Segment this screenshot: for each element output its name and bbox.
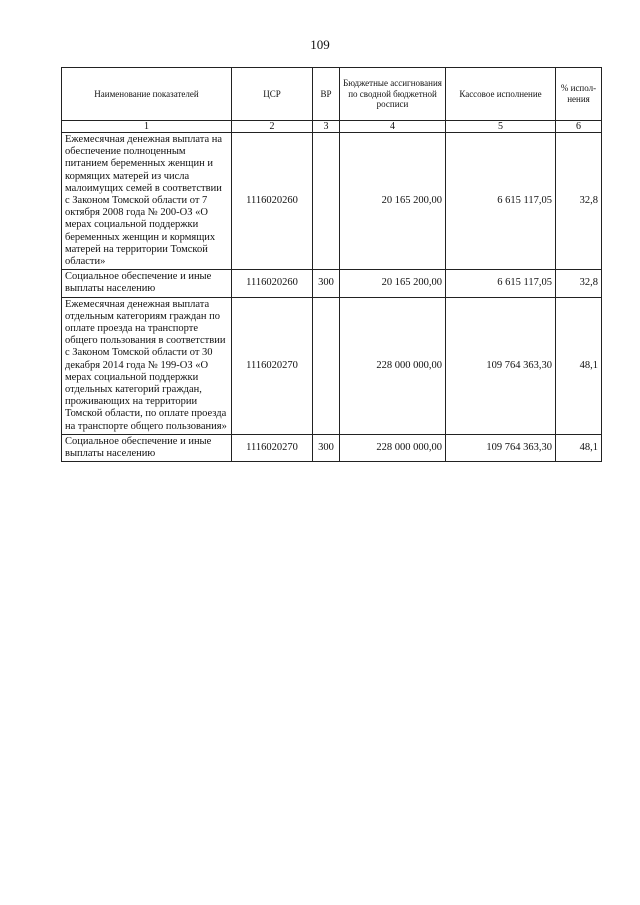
row-percent: 48,1 bbox=[556, 297, 602, 434]
row-csr: 1116020260 bbox=[232, 133, 313, 270]
budget-execution-table bbox=[61, 67, 602, 462]
row-name: Ежемесячная денежная выплата отдельным категориям граждан по оплате проезда на транспорте общего пользования в соответствии с Законом Томской области от 30 декабря 2014 года № 199-ОЗ «О мерах социальной поддержки отдельных категорий граждан, проживающих на территории Томской области, по оплате проезда на транспорте общего пользования» bbox=[62, 297, 232, 434]
row-cash: 6 615 117,05 bbox=[446, 133, 556, 270]
table-header-row bbox=[62, 68, 602, 121]
row-vr bbox=[313, 133, 340, 270]
header-cash: Кассовое исполнение bbox=[446, 68, 556, 121]
column-number-row bbox=[62, 121, 602, 133]
column-number: 6 bbox=[556, 121, 602, 133]
row-budget: 228 000 000,00 bbox=[340, 297, 446, 434]
table-row bbox=[62, 297, 602, 434]
header-name: Наименование показателей bbox=[62, 68, 232, 121]
header-budget: Бюджетные ассигнования по сводной бюджетной росписи bbox=[340, 68, 446, 121]
row-percent: 48,1 bbox=[556, 434, 602, 461]
table-row bbox=[62, 270, 602, 297]
row-name: Социальное обеспечение и иные выплаты населению bbox=[62, 270, 232, 297]
row-vr bbox=[313, 297, 340, 434]
table-row bbox=[62, 434, 602, 461]
row-name: Социальное обеспечение и иные выплаты населению bbox=[62, 434, 232, 461]
column-number: 5 bbox=[446, 121, 556, 133]
row-percent: 32,8 bbox=[556, 270, 602, 297]
row-name: Ежемесячная денежная выплата на обеспечение полноценным питанием беременных женщин и кормящих матерей из числа малоимущих семей в соответствии с Законом Томской области от 7 октября 2008 года № 200-ОЗ «О мерах социальной поддержки беременных женщин и кормящих матерей на территории Томской области» bbox=[62, 133, 232, 270]
header-csr: ЦСР bbox=[232, 68, 313, 121]
row-percent: 32,8 bbox=[556, 133, 602, 270]
column-number: 2 bbox=[232, 121, 313, 133]
header-vr: ВР bbox=[313, 68, 340, 121]
column-number: 1 bbox=[62, 121, 232, 133]
row-cash: 109 764 363,30 bbox=[446, 297, 556, 434]
table-row bbox=[62, 133, 602, 270]
row-budget: 20 165 200,00 bbox=[340, 133, 446, 270]
row-budget: 20 165 200,00 bbox=[340, 270, 446, 297]
row-csr: 1116020270 bbox=[232, 434, 313, 461]
row-vr: 300 bbox=[313, 434, 340, 461]
row-vr: 300 bbox=[313, 270, 340, 297]
row-csr: 1116020260 bbox=[232, 270, 313, 297]
header-percent: % испол-нения bbox=[556, 68, 602, 121]
row-budget: 228 000 000,00 bbox=[340, 434, 446, 461]
column-number: 4 bbox=[340, 121, 446, 133]
row-cash: 6 615 117,05 bbox=[446, 270, 556, 297]
page-number: 109 bbox=[310, 37, 330, 52]
row-cash: 109 764 363,30 bbox=[446, 434, 556, 461]
column-number: 3 bbox=[313, 121, 340, 133]
row-csr: 1116020270 bbox=[232, 297, 313, 434]
